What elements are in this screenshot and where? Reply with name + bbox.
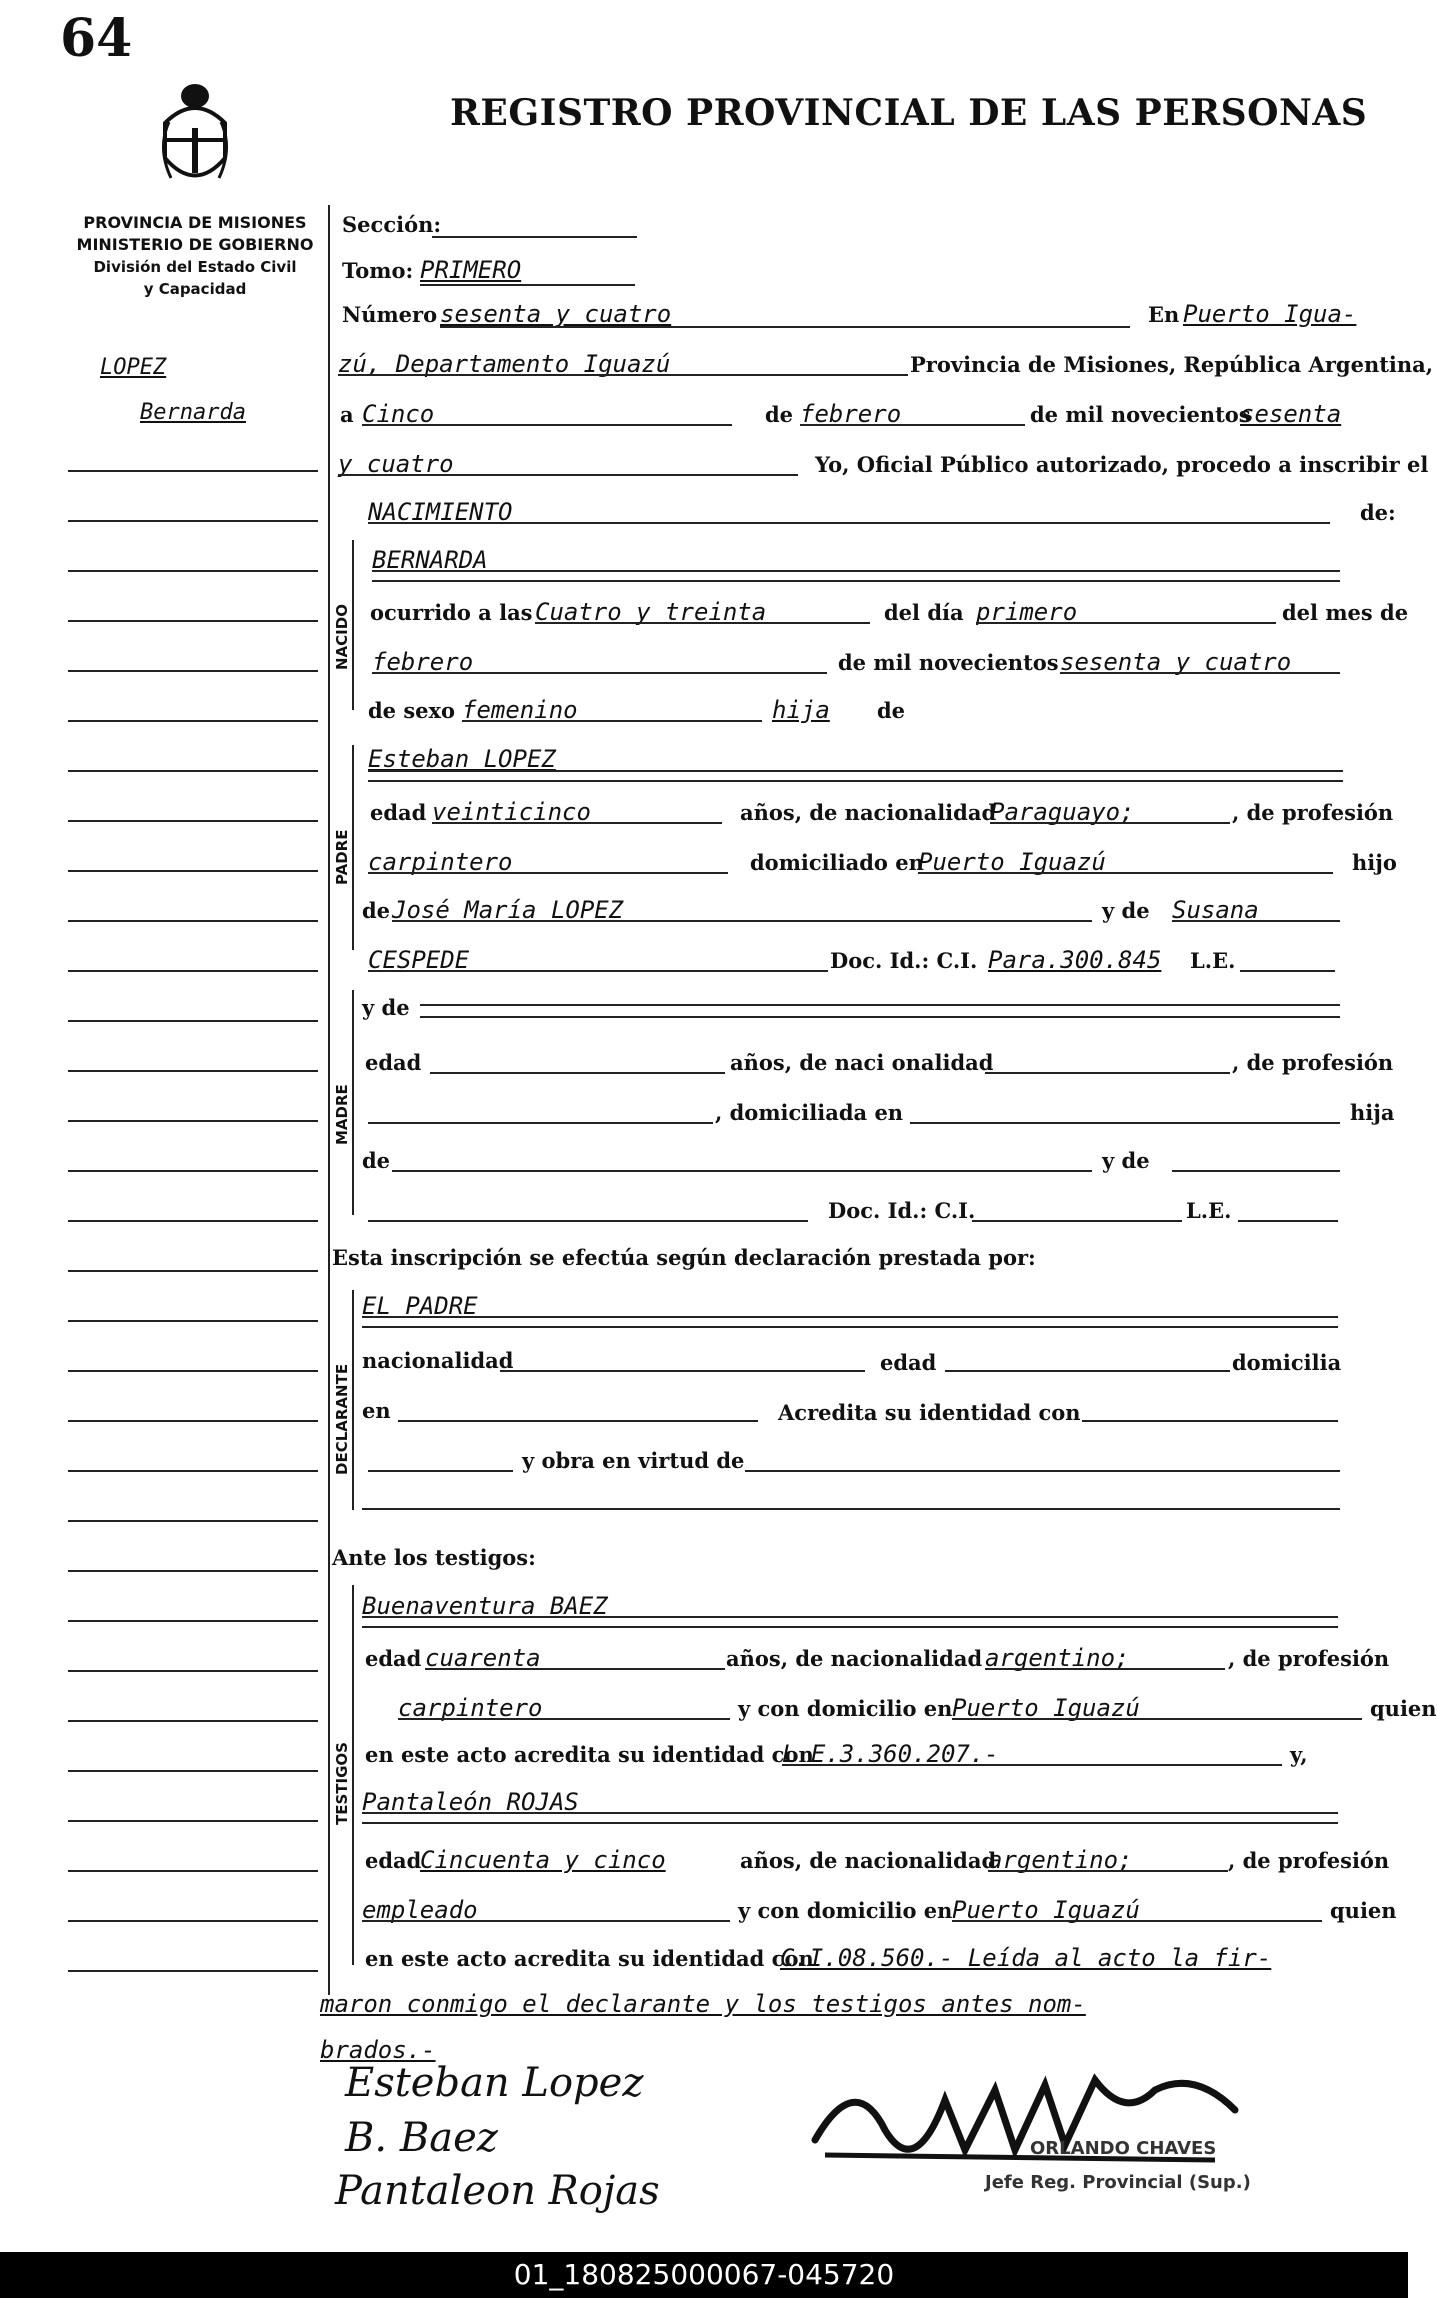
field-t2-nac: argentino; [988,1846,1133,1874]
signature-testigo-2: Pantaleon Rojas [335,2168,660,2214]
madre-bracket [352,990,354,1215]
label-esta-inscripcion: Esta inscripción se efectúa según declaración prestada por: [332,1245,1036,1270]
label-a: a [340,402,354,427]
field-abuelo: José María LOPEZ [392,896,624,924]
label-de-prof-t1: , de profesión [1228,1646,1390,1671]
label-sexo: de sexo [368,698,456,723]
field-anio-nac: sesenta y cuatro [1060,648,1292,676]
field-declarante: EL PADRE [362,1292,478,1320]
field-nombre: BERNARDA [372,546,488,574]
label-tomo: Tomo: [342,258,414,283]
stamp-name: ORLANDO CHAVES [1030,2138,1217,2159]
field-anio-2: y cuatro [338,450,454,478]
label-anos-nac-t2: años, de nacionalidad [740,1848,997,1873]
field-padre-nac: Paraguayo; [990,798,1135,826]
label-edad-t2: edad [365,1848,422,1873]
signature-declarante: Esteban Lopez [345,2060,644,2106]
field-city-2: zú, Departamento Iguazú [338,350,671,378]
label-quien-t2: quien [1330,1898,1397,1923]
org-division: División del Estado Civil [93,258,297,276]
label-ocurrido: ocurrido a las [370,600,533,625]
field-sexo: femenino [462,696,578,724]
page-number: 64 [60,8,133,69]
label-yo-oficial: Yo, Oficial Público autorizado, procedo a inscribir el [815,452,1429,477]
label-edad: edad [370,800,427,825]
section-declarante: DECLARANTE [333,1363,351,1475]
field-t2-dom: Puerto Iguazú [952,1896,1140,1924]
label-y-de-3: y de [1102,1148,1150,1173]
label-de-colon: de: [1360,500,1396,525]
label-y-de: y de [1102,898,1150,923]
section-nacido: NACIDO [333,604,351,670]
label-de-prof-madre: , de profesión [1232,1050,1394,1075]
signature-oficial-icon [795,2060,1265,2180]
label-anos-nac-t1: años, de nacionalidad [726,1646,983,1671]
coat-of-arms-icon [155,78,235,198]
field-abuela-2: CESPEDE [368,946,470,974]
label-seccion: Sección: [342,212,442,237]
label-de-3: de [362,898,391,923]
label-de-mil: de mil novecientos [1030,402,1251,427]
nacido-bracket [352,540,354,710]
label-edad-t1: edad [365,1646,422,1671]
label-numero: Número [342,302,438,327]
label-domiciliado: domiciliado en [750,850,924,875]
label-ante-testigos: Ante los testigos: [332,1545,536,1570]
label-le: L.E. [1190,948,1236,973]
section-padre: PADRE [333,829,351,885]
field-t1-edad: cuarenta [425,1644,541,1672]
label-edad-declarante: edad [880,1350,937,1375]
label-del-mes: del mes de [1282,600,1409,625]
label-domicilia: domicilia [1232,1350,1342,1375]
label-en: En [1148,302,1180,327]
field-t1-nac: argentino; [985,1644,1130,1672]
label-en-este-t1: en este acto acredita su identidad con [365,1742,814,1767]
org-capacity: y Capacidad [143,280,247,298]
label-provincia: Provincia de Misiones, República Argentina, [910,352,1434,377]
field-mes-nac: febrero [372,648,474,676]
field-acto: NACIMIENTO [368,498,513,526]
field-closing-1: maron conmigo el declarante y los testigos antes nom- [320,1990,1086,2018]
field-numero: sesenta y cuatro [440,300,672,328]
field-t1-prof: carpintero [398,1694,543,1722]
label-edad-madre: edad [365,1050,422,1075]
field-padre-nombre: Esteban LOPEZ [368,745,556,773]
document-id-bar: 01_180825000067-045720 [0,2252,1408,2298]
margin-given-name: Bernarda [140,400,246,425]
label-doc-id-madre: Doc. Id.: C.I. [828,1198,976,1223]
label-de: de [765,402,794,427]
label-y-con-dom-t1: y con domicilio en [738,1696,953,1721]
org-ministry: MINISTERIO DE GOBIERNO [76,235,314,254]
field-t1-doc: L.E.3.360.207.- [782,1740,999,1768]
label-y-de-madre: y de [362,995,410,1020]
field-city: Puerto Igua- [1183,300,1357,328]
label-de-prof-t2: , de profesión [1228,1848,1390,1873]
field-t2-edad: Cincuenta y cinco [420,1846,666,1874]
label-acredita: Acredita su identidad con [778,1400,1081,1425]
label-hija: hija [1350,1100,1395,1125]
section-madre: MADRE [333,1084,351,1145]
field-hora: Cuatro y treinta [535,598,767,626]
testigos-bracket [352,1585,354,1965]
label-y-comma: y, [1290,1742,1308,1767]
label-anos-nac-madre: años, de naci onalidad [730,1050,994,1075]
label-y-con-dom-t2: y con domicilio en [738,1898,953,1923]
field-hija: hija [772,696,830,724]
field-tomo: PRIMERO [420,256,522,284]
frame-left-line [328,205,330,1995]
label-domiciliada: , domiciliada en [715,1100,904,1125]
field-anio: sesenta [1240,400,1342,428]
field-padre-dom: Puerto Iguazú [918,848,1106,876]
label-le-madre: L.E. [1186,1198,1232,1223]
declarante-bracket [352,1290,354,1510]
document-title: REGISTRO PROVINCIAL DE LAS PERSONAS [450,92,1368,134]
field-testigo-1: Buenaventura BAEZ [362,1592,608,1620]
label-doc-id: Doc. Id.: C.I. [830,948,978,973]
field-testigo-2: Pantaleón ROJAS [362,1788,579,1816]
label-de-2: de [877,698,906,723]
section-testigos: TESTIGOS [333,1742,351,1825]
field-closing-2: brados.- [320,2036,436,2064]
signature-testigo-1: B. Baez [345,2115,498,2161]
label-del-dia: del día [884,600,964,625]
field-t1-dom: Puerto Iguazú [952,1694,1140,1722]
field-padre-prof: carpintero [368,848,513,876]
org-province: PROVINCIA DE MISIONES [83,213,307,232]
label-de-4: de [362,1148,391,1173]
label-y-obra: y obra en virtud de [522,1448,745,1473]
label-quien-t1: quien [1370,1696,1437,1721]
field-padre-edad: veinticinco [432,798,591,826]
field-abuela: Susana [1172,896,1259,924]
margin-surname: LOPEZ [100,355,167,380]
label-en-este-t2: en este acto acredita su identidad con [365,1946,814,1971]
label-anos-nac: años, de nacionalidad [740,800,997,825]
issuing-office [65,212,325,300]
padre-bracket [352,745,354,950]
label-de-prof: , de profesión [1232,800,1394,825]
label-hijo: hijo [1352,850,1397,875]
field-t2-doc: C.I.08.560.- Leída al acto la fir- [780,1944,1272,1972]
label-nacionalidad: nacionalidad [362,1348,514,1373]
field-t2-prof: empleado [362,1896,478,1924]
field-mes: febrero [800,400,902,428]
label-en-2: en [362,1398,391,1423]
field-dia: Cinco [362,400,435,428]
label-de-mil-nov: de mil novecientos [838,650,1059,675]
stamp-title: Jefe Reg. Provincial (Sup.) [985,2172,1251,2193]
field-dia-nac: primero [976,598,1078,626]
field-padre-ci: Para.300.845 [988,946,1162,974]
